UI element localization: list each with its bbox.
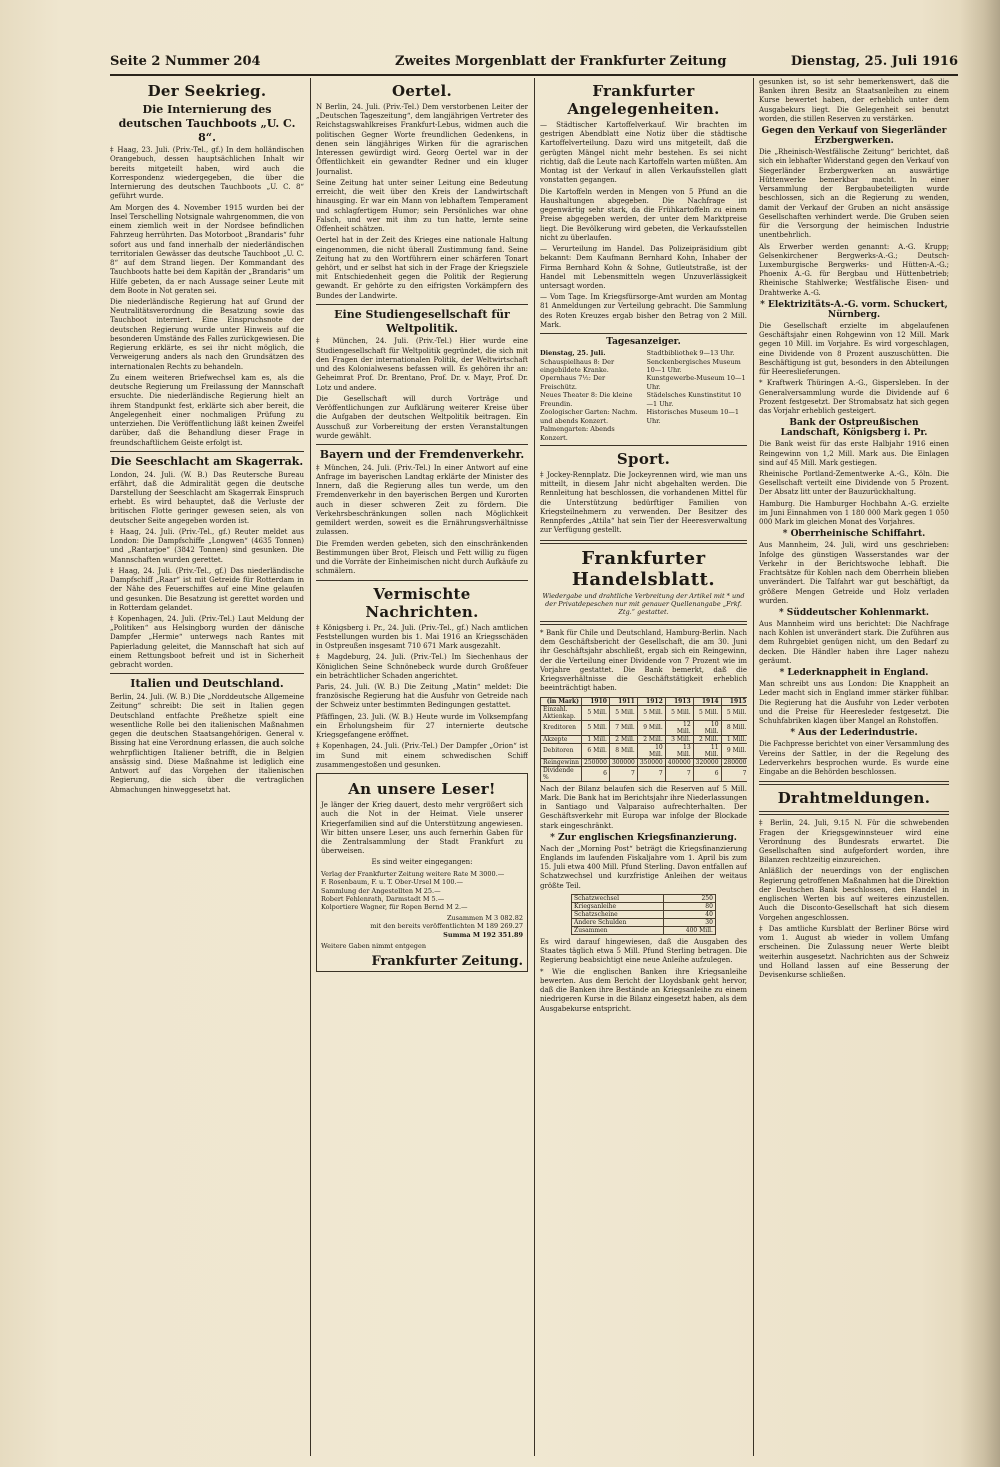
table-row bbox=[541, 758, 748, 766]
table-header: 1910 bbox=[582, 697, 610, 705]
column-rule bbox=[310, 78, 311, 1456]
paragraph: Paris, 24. Juli. (W. B.) Die Zeitung „Matin“ meldet: Die französische Regierung hat die Ausfuhr von Getreide nach der Schweiz unter bestimmten Bedingungen gestattet. bbox=[316, 682, 528, 710]
paragraph: London, 24. Juli. (W. B.) Das Reutersche Bureau erfährt, daß die Admiralität gegen die deutsche Darstellung der Seeschlacht am Skagerrak Einspruch erhebt. Es wird behauptet, daß die Verluste der britischen Flotte geringer gewesen seien, als von deutscher Seite angegeben worden ist. bbox=[110, 470, 304, 525]
column-2 bbox=[316, 78, 528, 1456]
table-cell: 5 Mill. bbox=[721, 705, 747, 720]
article-title: * Lederknappheit in England. bbox=[779, 668, 929, 679]
header-center: Zweites Morgenblatt der Frankfurter Zeitung bbox=[395, 54, 727, 69]
table-cell: 10 Mill. bbox=[637, 743, 665, 758]
event-item: Kunstgewerbe-Museum 10—1 Uhr. bbox=[646, 374, 746, 391]
table-cell: 9 Mill. bbox=[637, 720, 665, 735]
table-cell: 6 bbox=[582, 766, 610, 781]
article-title: * Zur englischen Kriegsfinanzierung. bbox=[550, 832, 737, 843]
paragraph: Nach der Bilanz belaufen sich die Reserven auf 5 Mill. Mark. Die Bank hat im Berichtsjahr ihre Niederlassungen in Santiago und Valparaiso aufrechterhalten. Der Geschäftsverkehr mit Europa war infolge der Blockade stark eingeschränkt. bbox=[540, 784, 747, 830]
article-title: * Oberrheinische Schiffahrt. bbox=[782, 529, 926, 540]
divider bbox=[110, 673, 304, 674]
section-title: Der Seekrieg. bbox=[147, 82, 267, 100]
article-title: * Elektrizitäts-A.-G. vorm. Schuckert, Nürnberg. bbox=[760, 299, 948, 320]
paragraph: * Kraftwerk Thüringen A.-G., Gispersleben. In der Generalversammlung wurde die Dividende auf 6 Prozent festgesetzt. Der Stromabsatz hat sich gegen das Vorjahr erheblich gesteigert. bbox=[759, 379, 949, 416]
table-cell: Dividende % bbox=[541, 766, 582, 781]
article-title: Bayern und der Fremdenverkehr. bbox=[319, 448, 525, 461]
table-cell: 2 Mill. bbox=[693, 735, 721, 743]
table-cell: Andere Schulden bbox=[572, 918, 664, 926]
paragraph: Es sind weiter eingegangen: bbox=[371, 858, 473, 867]
table-row bbox=[572, 894, 716, 902]
paragraph: Man schreibt uns aus London: Die Knappheit an Leder macht sich in England immer stärker fühlbar. Die Regierung hat die Ausfuhr von Leder verboten und die Preise für Heeresleder festgesetzt. Die Schuhfabriken klagen über Mangel an Rohstoffen. bbox=[759, 680, 949, 726]
table-header: 1911 bbox=[609, 697, 637, 705]
donation-item: Sammlung der Angestellten M 25.— bbox=[321, 886, 441, 895]
handelsblatt-subtitle: Wiedergabe und drahtliche Verbreitung der Artikel mit * und der Privatdepeschen nur mit genauer Quellenangabe „Frkf. Ztg.“ gestattet. bbox=[542, 591, 745, 617]
table-cell: Reingewinn bbox=[541, 758, 582, 766]
table-row bbox=[572, 902, 716, 910]
article-title: * Aus der Lederindustrie. bbox=[790, 728, 918, 739]
events-date: Dienstag, 25. Juli. bbox=[540, 349, 606, 358]
table-cell: 13 Mill. bbox=[665, 743, 693, 758]
event-item: Zoologischer Garten: Nachm. und abends Konzert. bbox=[540, 408, 638, 425]
table-cell: 250 bbox=[664, 894, 716, 902]
handelsblatt-title: Frankfurter Handelsblatt. bbox=[571, 547, 716, 590]
page-edge-shadow bbox=[960, 0, 1000, 1467]
table-cell: Kreditoren bbox=[541, 720, 582, 735]
paragraph: Oertel hat in der Zeit des Krieges eine nationale Haltung eingenommen, die nicht überall Zustimmung fand. Seine Zeitung hat zu den Wortführern einer schärferen Tonart gehört, und er selbst hat sich in der Frage der Kriegsziele mit Entschiedenheit gegen die Politik der Regierung gewandt. Er gehörte zu den eifrigsten Vorkämpfern des Bundes der Landwirte. bbox=[316, 236, 528, 300]
header-left: Seite 2 Nummer 204 bbox=[110, 54, 261, 69]
total-value: M 192 351.89 bbox=[472, 930, 523, 939]
divider bbox=[316, 304, 528, 305]
article-title: Italien und Deutschland. bbox=[130, 677, 284, 691]
paragraph: — Vom Tage. Im Kriegsfürsorge-Amt wurden am Montag 81 Anmeldungen zur Verteilung gebracht. Die Sammlung des Roten Kreuzes ergab bisher den Betrag von 2 Mill. Mark. bbox=[540, 293, 747, 329]
table-cell: 1 Mill. bbox=[721, 735, 747, 743]
donation-item: F. Rosenbaum, F. u. T. Ober-Ursel M 100.— bbox=[321, 878, 464, 887]
paragraph: * Wie die englischen Banken ihre Kriegsanleihe bewerten. Aus dem Bericht der Lloydsbank geht hervor, daß die Banken ihre Bestände an Kriegsanleihe zu einem niedrigeren Kurse in die Bilanz eingesetzt haben, als dem Ausgabekurse entspricht. bbox=[540, 967, 747, 1013]
article-title: Die Seeschlacht am Skagerrak. bbox=[110, 454, 304, 468]
appeal-box bbox=[316, 773, 528, 972]
article-body bbox=[110, 471, 304, 671]
paragraph: Anläßlich der neuerdings von der englischen Regierung getroffenen Maßnahmen hat die Direktion der Deutschen Bank beschlossen, den Handel in englischen Werten bis auf weiteres einzustellen. Auch die Disconto-Gesellschaft hat sich diesem Vorgehen angeschlossen. bbox=[759, 867, 949, 922]
double-rule bbox=[540, 540, 747, 544]
table-cell: 7 bbox=[637, 766, 665, 781]
table-cell: 7 bbox=[665, 766, 693, 781]
article-title: Eine Studiengesellschaft für Weltpolitik. bbox=[334, 307, 510, 335]
paragraph: Aus Mannheim, 24. Juli, wird uns geschrieben: Infolge des günstigen Wasserstandes war der Verkehr in der Berichtswoche lebhaft. Die Frachtsätze für Kohlen nach dem Oberrhein blieben unverändert. Die Talfahrt war gut beschäftigt, da größere Mengen Getreide und Holz verladen wurden. bbox=[759, 541, 949, 605]
table-cell: 5 Mill. bbox=[609, 705, 637, 720]
paragraph: * Bank für Chile und Deutschland, Hamburg-Berlin. Nach dem Geschäftsbericht der Gesellschaft, die am 30. Juni ihr Geschäftsjahr abschließt, ergab sich ein Reingewinn, der die Verteilung einer Dividende von 7 Prozent wie im Vorjahre gestattet. Die Bank bemerkt, daß die Kriegsverhältnisse die Geschäftstätigkeit erheblich beeinträchtigt haben. bbox=[540, 628, 747, 693]
article-title: Die Internierung des deutschen Tauchboots „U. C. 8“. bbox=[118, 103, 296, 144]
page-header bbox=[110, 52, 958, 76]
table-cell: Zusammen bbox=[572, 926, 664, 934]
table-row bbox=[572, 926, 716, 934]
paragraph: Die Fachpresse berichtet von einer Versammlung des Vereins der Sattler, in der die Regelung des Lederverkehrs besprochen wurde. Es wurde eine Eingabe an die Behörden beschlossen. bbox=[759, 740, 949, 777]
paragraph: ‡ Haag, 24. Juli. (Priv.-Tel., gf.) Reuter meldet aus London: Die Dampfschiffe „Longwen“ (4635 Tonnen) und „Rantarjoe“ (3842 Tonnen) sind gesunken. Die Mannschaften wurden gerettet. bbox=[110, 527, 304, 564]
sum-line bbox=[321, 914, 523, 922]
total-label: Summa bbox=[443, 930, 471, 939]
event-item: Schauspielhaus 8: Der eingebildete Kranke. bbox=[540, 357, 615, 375]
donation-item: Verlag der Frankfurter Zeitung weitere Rate M 3000.— bbox=[321, 869, 505, 878]
events-listing bbox=[540, 349, 747, 442]
total-line bbox=[321, 931, 523, 939]
table-cell: 7 Mill. bbox=[609, 720, 637, 735]
divider bbox=[316, 444, 528, 445]
paragraph: — Städtischer Kartoffelverkauf. Wir brachten im gestrigen Abendblatt eine Notiz über die städtische Kartoffelverteilung. Dazu wird uns mitgeteilt, daß die gerügten Mängel nicht mehr bestehen. Es sei nicht richtig, daß die Leute nach Kartoffeln warten müßten. Am Montag ist der Verkauf in allen Verkaufsstellen glatt vonstatten gegangen. bbox=[540, 121, 747, 185]
paragraph: Als Erwerber werden genannt: A.-G. Krupp; Gelsenkirchener Bergwerks-A.-G.; Deutsch-Luxemburgische Bergwerks- und Hütten-A.-G.; Phoenix A.-G. für Bergbau und Hüttenbetrieb; Rheinische Stahlwerke; Westfälische Eisen- und Drahtwerke A.-G. bbox=[759, 242, 949, 297]
event-item: Neues Theater 8: Die kleine Freundin. bbox=[540, 391, 633, 408]
table-cell: Schatzscheine bbox=[572, 910, 664, 918]
article-title: Frankfurter Angelegenheiten. bbox=[567, 82, 720, 118]
paragraph: Die niederländische Regierung hat auf Grund der Neutralitätsverordnung die Besatzung sowie das Tauchboot interniert. Eine Einspruchsnote der deutschen Regierung wurde unter Hinweis auf die besonderen Umstände des Falles zurückgewiesen. Die Regierung erklärte, es sei ihr nicht möglich, die Verweigerung anders als nach den Grundsätzen des internationalen Rechts zu behandeln. bbox=[110, 298, 304, 371]
table-cell: 5 Mill. bbox=[637, 705, 665, 720]
article-title: * Süddeutscher Kohlenmarkt. bbox=[778, 608, 930, 619]
table-cell: 5 Mill. bbox=[693, 705, 721, 720]
closing-line: Weitere Gaben nimmt entgegen bbox=[321, 942, 426, 951]
appeal-title: An unsere Leser! bbox=[348, 780, 496, 799]
table-cell: 9 Mill. bbox=[721, 743, 747, 758]
divider bbox=[316, 580, 528, 581]
table-cell: 400000 bbox=[665, 758, 693, 766]
paragraph: Nach der „Morning Post“ beträgt die Kriegsfinanzierung Englands im laufenden Fiskaljahre vom 1. April bis zum 15. Juli etwa 400 Mill. Pfund Sterling. Davon entfallen auf Schatzwechsel und kurzfristige Anleihen der weitaus größte Teil. bbox=[540, 844, 747, 890]
table-cell: Schatzwechsel bbox=[572, 894, 664, 902]
table-cell: 280000 bbox=[721, 758, 747, 766]
event-item: Opernhaus 7½: Der Freischütz. bbox=[540, 374, 606, 391]
paragraph: Die „Rheinisch-Westfälische Zeitung“ berichtet, daß sich ein lebhafter Widerstand gegen den Verkauf von Siegerländer Erzbergwerken an auswärtige Hüttenwerke bemerkbar macht. In einer Versammlung der Bergbaubeteiligten wurde beschlossen, sich an die Regierung zu wenden, damit der Verkauf der Gruben an nicht ansässige Gesellschaften verhindert werde. Die Gruben seien für die Versorgung der heimischen Industrie unentbehrlich. bbox=[759, 148, 949, 240]
paragraph: Die Fremden werden gebeten, sich den einschränkenden Bestimmungen über Brot, Fleisch und Fett willig zu fügen und die Vorräte der Einheimischen nicht durch Aufkäufe zu schmälern. bbox=[316, 539, 528, 576]
paragraph: ‡ Kopenhagen, 24. Juli. (Priv.-Tel.) Der Dampfer „Orion“ ist im Sund mit einem schwedischen Schiff zusammengestoßen und gesunken. bbox=[316, 742, 528, 769]
article-title: Oertel. bbox=[391, 82, 452, 100]
article-body bbox=[110, 693, 304, 795]
article-title: Vermischte Nachrichten. bbox=[365, 584, 479, 621]
paragraph: Pfäffingen, 23. Juli. (W. B.) Heute wurde im Volksempfang ein Erholungsheim für 27 internierte deutsche Kriegsgefangene eröffnet. bbox=[316, 712, 528, 740]
table-cell: 2 Mill. bbox=[637, 735, 665, 743]
column-rule bbox=[534, 78, 535, 1456]
table-header: 1913 bbox=[665, 697, 693, 705]
divider bbox=[540, 333, 747, 334]
table-cell: Debitoren bbox=[541, 743, 582, 758]
event-item: Stadtbibliothek 9—13 Uhr. bbox=[646, 349, 735, 358]
article-title: Gegen den Verkauf von Siegerländer Erzbergwerken. bbox=[761, 126, 947, 147]
previous-line bbox=[321, 922, 523, 930]
double-rule bbox=[540, 621, 747, 625]
table-cell: 30 bbox=[664, 918, 716, 926]
divider bbox=[110, 451, 304, 452]
paragraph: ‡ Jockey-Rennplatz. Die Jockeyrennen wird, wie man uns mitteilt, in diesem Jahr nicht abgehalten werden. Die Rennleitung hat beschlossen, die vorhandenen Mittel für die Unterstützung bedürftiger Familien von Kriegsteilnehmern zu verwenden. Der Besitzer des Rennpferdes „Attila“ hat sein Tier der Heeresverwaltung zur Verfügung gestellt. bbox=[540, 470, 747, 535]
table-row bbox=[541, 705, 748, 720]
paragraph: ‡ München, 24. Juli. (Priv.-Tel.) Hier wurde eine Studiengesellschaft für Weltpolitik gegründet, die sich mit den Fragen der internationalen Politik, der Weltwirtschaft und des Kolonialwesens befassen will. Es gehören ihr an: Geheimrat Prof. Dr. Brentano, Prof. Dr. v. Mayr, Prof. Dr. Lotz und andere. bbox=[316, 337, 528, 392]
paragraph: ‡ Haag, 23. Juli. (Priv.-Tel., gf.) In dem holländischen Orangebuch, dessen hauptsächlichen Inhalt wir bereits mitgeteilt haben, wird auch die Korrespondenz wiedergegeben, die über die Internierung des deutschen Tauchboots „U. C. 8“ geführt wurde. bbox=[110, 146, 304, 201]
double-rule bbox=[759, 811, 949, 815]
paragraph: Zu einem weiteren Briefwechsel kam es, als die deutsche Regierung um Freilassung der Mannschaft ersuchte. Die niederländische Regierung hielt an ihrem Standpunkt fest, erklärte sich aber bereit, die Angelegenheit einer nochmaligen Prüfung zu unterziehen. Die Veröffentlichung läßt keinen Zweifel darüber, daß die Behandlung dieser Frage in freundschaftlichem Geiste erfolgt ist. bbox=[110, 373, 304, 447]
paragraph: Seine Zeitung hat unter seiner Leitung eine Bedeutung erreicht, die weit über den Kreis der Landwirtschaft hinausging. Er war ein Mann von lebhaftem Temperament und schlagfertigem Humor; sein Persönliches war ohne Falsch, und wer mit ihm zu tun hatte, lernte seine Offenheit schätzen. bbox=[316, 178, 528, 234]
divider bbox=[540, 445, 747, 446]
column-1 bbox=[110, 78, 304, 1456]
article-title: Sport. bbox=[616, 449, 671, 468]
table-cell: 11 Mill. bbox=[693, 743, 721, 758]
signature: Frankfurter Zeitung. bbox=[371, 953, 523, 969]
telegrams-title: Drahtmeldungen. bbox=[777, 789, 931, 808]
paragraph: ‡ Berlin, 24. Juli, 9.15 N. Für die schwebenden Fragen der Kriegsgewinnsteuer wird eine Verordnung des Bundesrats erwartet. Die Gesellschaften sind aufgefordert worden, ihre Bilanzen rechtzeitig einzureichen. bbox=[759, 819, 949, 865]
event-item: Städelsches Kunstinstitut 10—1 Uhr. bbox=[646, 391, 742, 408]
table-cell: 40 bbox=[664, 910, 716, 918]
table-row bbox=[541, 766, 748, 781]
table-cell: 7 bbox=[609, 766, 637, 781]
paragraph: Die Gesellschaft will durch Vorträge und Veröffentlichungen zur Aufklärung weiterer Kreise über die Aufgaben der deutschen Weltpolitik beitragen. Ein Ausschuß zur Vorbereitung der ersten Veranstaltungen wurde gewählt. bbox=[316, 394, 528, 440]
table-cell: 2 Mill. bbox=[609, 735, 637, 743]
paragraph: Am Morgen des 4. November 1915 wurden bei der Insel Terschelling Notsignale wahrgenommen, die von einem ziemlich weit in der Nordsee befindlichen Fahrzeug herrührten. Das Motorboot „Brandaris“ fuhr sofort aus und fand innerhalb der niederländischen territorialen Gewässer das deutsche Tauchboot „U. C. 8“ auf dem Strand liegen. Der Kommandant des Tauchboots hatte bei dem Kapitän der „Brandaris“ um Hilfe gebeten, da er nach Aussage seiner Leute mit dem Boote in Not geraten sei. bbox=[110, 203, 304, 295]
table-cell: Akzepte bbox=[541, 735, 582, 743]
paragraph: ‡ Königsberg i. Pr., 24. Juli. (Priv.-Tel., gf.) Nach amtlichen Feststellungen wurden bis 1. Mai 1916 an Kriegsschäden in Ostpreußen insgesamt 710 671 Mark ausgezahlt. bbox=[316, 623, 528, 651]
article-title: Bank der Ostpreußischen Landschaft, Königsberg i. Pr. bbox=[780, 418, 928, 439]
paragraph: Rheinische Portland-Zementwerke A.-G., Köln. Die Gesellschaft verteilt eine Dividende von 5 Prozent. Der Absatz litt unter der Bauzurückhaltung. bbox=[759, 469, 949, 497]
sum-value: M 3 082.82 bbox=[485, 913, 523, 922]
paragraph: ‡ Das amtliche Kursblatt der Berliner Börse wird vom 1. August ab wieder in vollem Umfang erscheinen. Die Zulassung neuer Werte bleibt weiterhin ausgesetzt. Nachrichten aus der Schweiz und Holland lassen auf eine Besserung der Devisenkurse schließen. bbox=[759, 924, 949, 980]
event-item: Palmengarten: Abends Konzert. bbox=[540, 425, 615, 442]
paragraph: N Berlin, 24. Juli. (Priv.-Tel.) Dem verstorbenen Leiter der „Deutschen Tageszeitung“, dem langjährigen Vertreter des Reichstagswahlkreises Frankfurt-Lebus, widmen auch die politischen Gegner Worte freundlichen Gedenkens, in denen sein längjähriges Wirken für die agrarischen Interessen gewürdigt wird. Georg Oertel war in der Öffentlichkeit ein gewandter Redner und ein kluger Journalist. bbox=[316, 103, 528, 176]
table-cell: 5 Mill. bbox=[582, 720, 610, 735]
donation-item: Robert Fehlenrath, Darmstadt M 5.— bbox=[321, 895, 445, 904]
table-cell: 250000 bbox=[582, 758, 610, 766]
paragraph: ‡ München, 24. Juli. (Priv.-Tel.) In einer Antwort auf eine Anfrage im bayerischen Landtag erklärte der Minister des Innern, daß die Regierung alles tun werde, um den Fremdenverkehr in den bayerischen Bergen und Kurorten auch in dieser schweren Zeit zu fördern. Die Verkehrsbeschränkungen sollen nach Möglichkeit gemildert werden, soweit es die Ernährungsverhältnisse zulassen. bbox=[316, 463, 528, 537]
paragraph: Die Gesellschaft erzielte im abgelaufenen Geschäftsjahr einen Rohgewinn von 12 Mill. Mark gegen 10 Mill. im Vorjahre. Es wird vorgeschlagen, eine Dividende von 8 Prozent auszuschütten. Die Beschäftigung ist gut, besonders in den Abteilungen für Heereslieferungen. bbox=[759, 321, 949, 377]
table-cell: 400 Mill. bbox=[664, 926, 716, 934]
table-row bbox=[541, 743, 748, 758]
table-cell: 10 Mill. bbox=[693, 720, 721, 735]
table-header: 1912 bbox=[637, 697, 665, 705]
table-row bbox=[572, 918, 716, 926]
table-cell: Einzahl. Aktienkap. bbox=[541, 705, 582, 720]
paragraph: Hamburg. Die Hamburger Hochbahn A.-G. erzielte im Juni Einnahmen von 1 180 000 Mark gegen 1 050 000 Mark im gleichen Monat des Vorjahres. bbox=[759, 499, 949, 527]
paragraph: Berlin, 24. Juli. (W. B.) Die „Norddeutsche Allgemeine Zeitung“ schreibt: Die seit in Italien gegen Deutschland entfachte Preßhetze spielt eine wesentliche Rolle bei den italienischen Maßnahmen gegen die deutschen Staatsangehörigen. General v. Bissing hat eine Verordnung erlassen, die auch solche wehrpflichtigen Italiener betrifft, die in Belgien ansässig sind. Diese Maßnahme ist lediglich eine Antwort auf das Vorgehen der italienischen Regierung, die sich über die vertraglichen Abmachungen hinweggesetzt hat. bbox=[110, 693, 304, 794]
previous-value: M 189 269.27 bbox=[477, 922, 523, 931]
paragraph: Je länger der Krieg dauert, desto mehr vergrößert sich auch die Not in der Heimat. Viele unserer Kriegerfamilien sind auf die Unterstützung angewiesen. Wir bitten unsere Leser, uns auch fernerhin Gaben für die Zentralsammlung der Stadt Frankfurt zu überweisen. bbox=[321, 801, 523, 856]
column-4 bbox=[759, 78, 949, 1456]
article-body bbox=[110, 146, 304, 448]
header-right: Dienstag, 25. Juli 1916 bbox=[790, 54, 958, 69]
column-3 bbox=[540, 78, 747, 1456]
paragraph: Es wird darauf hingewiesen, daß die Ausgaben des Staates täglich etwa 5 Mill. Pfund Sterling betragen. Die Regierung beabsichtigt eine neue Anleihe aufzulegen. bbox=[540, 937, 747, 965]
table-cell: 5 Mill. bbox=[665, 705, 693, 720]
table-row bbox=[541, 720, 748, 735]
paragraph: ‡ Magdeburg, 24. Juli. (Priv.-Tel.) Im Siechenhaus der Königlichen Seine Schnönebeck wurde durch Großfeuer ein beträchtlicher Schaden angerichtet. bbox=[316, 653, 528, 680]
table-cell: 300000 bbox=[609, 758, 637, 766]
table-cell: 8 Mill. bbox=[721, 720, 747, 735]
financial-table bbox=[540, 697, 747, 782]
english-finance-table bbox=[571, 894, 716, 935]
table-cell: 7 bbox=[721, 766, 747, 781]
table-cell: 6 bbox=[693, 766, 721, 781]
paragraph: Die Kartoffeln werden in Mengen von 5 Pfund an die Haushaltungen abgegeben. Die Nachfrage ist gegenwärtig sehr stark, da die Frühkartoffeln zu einem Preise abgegeben werden, der unter dem Marktpreise liegt. Die Bevölkerung wird gebeten, die Verkaufsstellen nicht zu überlaufen. bbox=[540, 187, 747, 242]
paragraph: Aus Mannheim wird uns berichtet: Die Nachfrage nach Kohlen ist unverändert stark. Die Zuführen aus dem Ruhrgebiet genügen nicht, um den Bedarf zu decken. Die Händler haben ihre Lager nahezu geräumt. bbox=[759, 620, 949, 665]
sum-label: Zusammen bbox=[446, 913, 484, 922]
table-header: 1915 bbox=[721, 697, 747, 705]
paragraph: gesunken ist, so ist sehr bemerkenswert, daß die Banken ihren Besitz an Staatsanleihen zu einem Kurse bewertet haben, der erheblich unter dem Ausgabekurs liegt. Die Gelegenheit sei benutzt worden, die stillen Reserven zu verstärken. bbox=[759, 78, 949, 123]
paragraph: ‡ Haag, 24. Juli. (Priv.-Tel., gf.) Das niederländische Dampfschiff „Raar“ ist mit Getreide für Rotterdam in der Nähe des Feuerschiffes auf eine Mine gelaufen und gesunken. Die Besatzung ist gerettet worden und in Rotterdam gelandet. bbox=[110, 566, 304, 612]
table-cell: Kriegsanleihe bbox=[572, 902, 664, 910]
table-cell: 8 Mill. bbox=[609, 743, 637, 758]
donation-item: Kolportiere Wagner, für Ropen Bernd M 2.— bbox=[321, 903, 468, 912]
table-row bbox=[541, 735, 748, 743]
table-header: 1914 bbox=[693, 697, 721, 705]
table-cell: 5 Mill. bbox=[582, 705, 610, 720]
paragraph: Die Bank weist für das erste Halbjahr 1916 einen Reingewinn von 1,2 Mill. Mark aus. Die Einlagen sind auf 45 Mill. Mark gestiegen. bbox=[759, 440, 949, 467]
table-cell: 3 Mill. bbox=[665, 735, 693, 743]
table-header-row bbox=[541, 697, 748, 705]
table-cell: 12 Mill. bbox=[665, 720, 693, 735]
table-cell: 80 bbox=[664, 902, 716, 910]
events-right bbox=[647, 349, 748, 442]
event-item: Historisches Museum 10—1 Uhr. bbox=[646, 408, 740, 425]
event-item: Senckenbergisches Museum 10—1 Uhr. bbox=[646, 357, 741, 375]
previous-label: mit den bereits veröffentlichten bbox=[370, 922, 475, 931]
table-header: (in Mark) bbox=[541, 697, 582, 705]
donation-list bbox=[321, 870, 523, 912]
table-row bbox=[572, 910, 716, 918]
double-rule bbox=[759, 781, 949, 785]
paragraph: ‡ Kopenhagen, 24. Juli. (Priv.-Tel.) Laut Meldung der „Politiken“ aus Helsingborg wurden der dänische Dampfer „Hermie“ unterwegs nach Rantes mit Papierladung geleitet, die Mannschaft hat sich auf einem Rettungsboot befreit und ist in Sicherheit gebracht worden. bbox=[110, 615, 304, 670]
table-cell: 320000 bbox=[693, 758, 721, 766]
table-cell: 350000 bbox=[637, 758, 665, 766]
table-cell: 6 Mill. bbox=[582, 743, 610, 758]
paragraph: — Verurteilung im Handel. Das Polizeipräsidium gibt bekannt: Dem Kaufmann Bernhard Kohn, Inhaber der Firma Bernhard Kohn & Sohne, Gutleutstraße, ist der Handel mit Lebensmitteln wegen Unzuverlässigkeit untersagt worden. bbox=[540, 245, 747, 290]
events-left bbox=[540, 349, 641, 442]
column-rule bbox=[753, 78, 754, 1456]
events-title: Tagesanzeiger. bbox=[606, 337, 681, 348]
table-cell: 1 Mill. bbox=[582, 735, 610, 743]
